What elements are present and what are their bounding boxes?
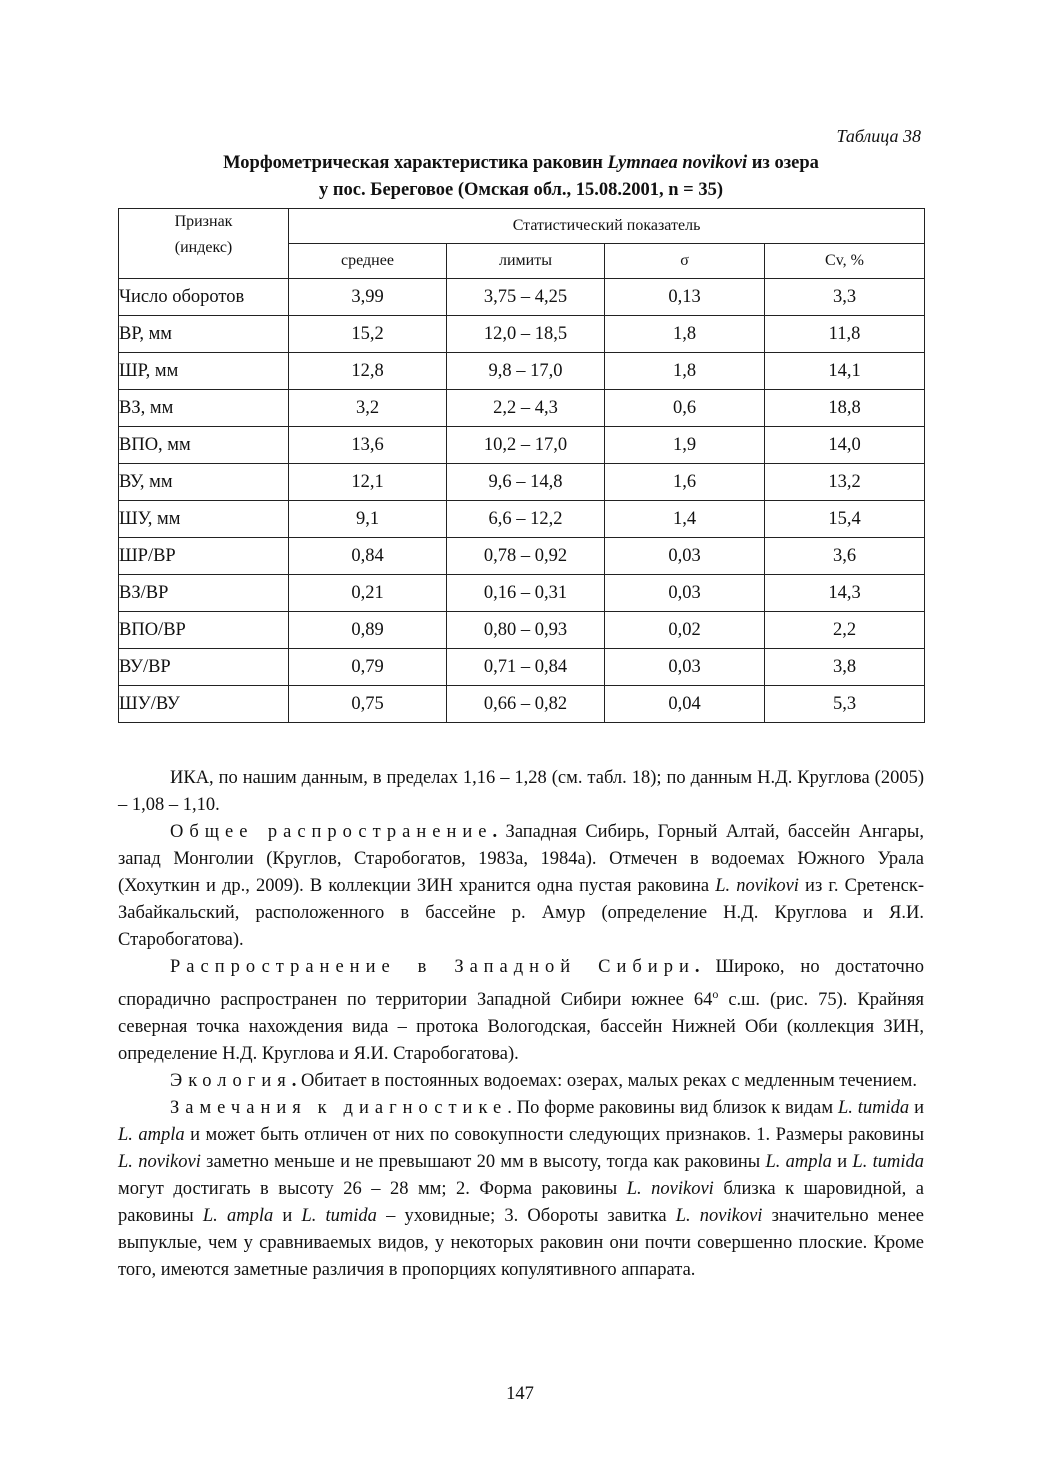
row-cv: 14,0	[765, 427, 925, 464]
row-sigma: 1,8	[605, 316, 765, 353]
row-limits: 9,8 – 17,0	[447, 353, 605, 390]
table-row	[119, 316, 925, 353]
table-row	[119, 353, 925, 390]
row-sigma: 0,13	[605, 279, 765, 316]
diag-species-5: L. tumida	[852, 1152, 924, 1173]
distribution-species: L. novikovi	[715, 876, 799, 896]
table-caption-label: Таблица 38	[836, 126, 921, 146]
table-row	[119, 649, 925, 686]
row-mean: 0,89	[289, 612, 447, 649]
row-name: ВУ/ВР	[119, 649, 289, 686]
row-cv: 3,8	[765, 649, 925, 686]
row-name: ВЗ/ВР	[119, 575, 289, 612]
table-row	[119, 686, 925, 723]
row-name: ШР/ВР	[119, 538, 289, 575]
row-sigma: 0,03	[605, 575, 765, 612]
row-name: ШУ, мм	[119, 501, 289, 538]
row-limits: 0,71 – 0,84	[447, 649, 605, 686]
row-limits: 0,16 – 0,31	[447, 575, 605, 612]
diag-text-a: . По форме раковины вид близок к видам	[507, 1098, 838, 1119]
row-name: ВУ, мм	[119, 464, 289, 501]
table-row	[119, 390, 925, 427]
row-name: ВПО, мм	[119, 427, 289, 464]
row-cv: 2,2	[765, 612, 925, 649]
row-mean: 3,99	[289, 279, 447, 316]
diag-species-4: L. ampla	[765, 1152, 832, 1173]
row-limits: 6,6 – 12,2	[447, 501, 605, 538]
header-sign	[119, 209, 289, 279]
paragraph-diagnostics	[118, 1095, 924, 1284]
row-mean: 12,8	[289, 353, 447, 390]
row-limits: 12,0 – 18,5	[447, 316, 605, 353]
row-name: Число оборотов	[119, 279, 289, 316]
table-title-line2: у пос. Береговое (Омская обл., 15.08.2001, n = 35)	[318, 180, 724, 200]
header-limits: лимиты	[447, 244, 605, 279]
row-limits: 0,66 – 0,82	[447, 686, 605, 723]
header-sign-line1: Признак	[174, 213, 233, 230]
table-row	[119, 501, 925, 538]
header-stat: Статистический показатель	[289, 209, 925, 244]
table-title-species: Lymnaea novikovi	[607, 153, 748, 173]
diag-text-g: близка к шаровидной, а раковины	[118, 1179, 925, 1227]
row-mean: 0,75	[289, 686, 447, 723]
distribution-heading: Общее распространение	[170, 822, 493, 842]
row-limits: 0,78 – 0,92	[447, 538, 605, 575]
row-cv: 3,3	[765, 279, 925, 316]
paragraph-ika	[118, 765, 924, 819]
row-sigma: 0,03	[605, 649, 765, 686]
table-row	[119, 279, 925, 316]
row-limits: 3,75 – 4,25	[447, 279, 605, 316]
row-mean: 0,84	[289, 538, 447, 575]
degree-mark: о	[712, 987, 719, 1001]
table-body	[119, 279, 925, 723]
row-mean: 0,79	[289, 649, 447, 686]
paragraph-distribution: Общее распространение. Западная Сибирь, Горный Алтай, бассейн Ангары, запад Монголии (Круглов, Старобогатов, 1983а, 1984а). Отмечен в водоемах Южного Урала (Хохуткин и др., 2009). В коллекции ЗИН хранится одна пустая раковина L. novikovi из г. Сретенск-Забайкальский, расположенного в бассейне р. Амур (определение Н.Д. Круглова и Я.И. Старобогатова).	[118, 822, 924, 950]
row-sigma: 0,6	[605, 390, 765, 427]
table-title-part1: Морфометрическая характеристика раковин	[223, 153, 608, 173]
header-sign-line2: (индекс)	[174, 239, 233, 256]
row-sigma: 1,6	[605, 464, 765, 501]
row-name: ШР, мм	[119, 353, 289, 390]
table-row	[119, 538, 925, 575]
distribution-text-b: из г. Сретенск-Забайкальский, расположенного в бассейне р. Амур (определение Н.Д. Круглова и Я.И. Старобогатова).	[118, 876, 924, 950]
paragraph-ika-text: ИКА, по нашим данным, в пределах 1,16 – 1,28 (см. табл. 18); по данным Н.Д. Круглова (2005) – 1,08 – 1,10.	[118, 768, 924, 815]
distribution-text-a: Западная Сибирь, Горный Алтай, бассейн Ангары, запад Монголии (Круглов, Старобогатов, 1983а, 1984а). Отмечен в водоемах Южного Урала (Хохуткин и др., 2009). В коллекции ЗИН хранится одна пустая раковина	[118, 822, 924, 896]
row-cv: 15,4	[765, 501, 925, 538]
diag-species-3: L. novikovi	[118, 1152, 201, 1173]
diag-text-j: значительно менее выпуклые, чем у сравниваемых видов, у некоторых раковин они почти совершенно плоские. Кроме того, имеются заметные различия в пропорциях копулятивного аппарата.	[118, 1206, 924, 1281]
row-mean: 9,1	[289, 501, 447, 538]
diag-species-8: L. tumida	[301, 1206, 377, 1227]
diag-text-e: и	[831, 1152, 853, 1173]
header-sigma: σ	[605, 244, 765, 279]
diag-species-7: L. ampla	[202, 1206, 274, 1227]
row-limits: 10,2 – 17,0	[447, 427, 605, 464]
row-limits: 2,2 – 4,3	[447, 390, 605, 427]
row-mean: 0,21	[289, 575, 447, 612]
page-number: 147	[506, 1384, 534, 1404]
row-sigma: 1,8	[605, 353, 765, 390]
row-name: ВПО/ВР	[119, 612, 289, 649]
row-name: ВЗ, мм	[119, 390, 289, 427]
table-row	[119, 575, 925, 612]
row-sigma: 0,02	[605, 612, 765, 649]
diag-text-b: и	[909, 1098, 924, 1119]
west-siberia-text-a: Широко, но достаточно спорадично распространен по территории Западной Сибири южнее 64	[118, 957, 924, 1011]
row-mean: 3,2	[289, 390, 447, 427]
row-mean: 13,6	[289, 427, 447, 464]
diag-text-d: заметно меньше и не превышают 20 мм в высоту, тогда как раковины	[200, 1152, 766, 1173]
row-cv: 13,2	[765, 464, 925, 501]
row-cv: 5,3	[765, 686, 925, 723]
diag-text-f: могут достигать в высоту 26 – 28 мм; 2. Форма раковины	[118, 1179, 627, 1200]
west-siberia-text-b: с.ш. (рис. 75). Крайняя северная точка нахождения вида – протока Вологодская, бассейн Нижней Оби (коллекция ЗИН, определение Н.Д. Круглова и Я.И. Старобогатова).	[118, 990, 924, 1065]
diag-text-c: и может быть отличен от них по совокупности следующих признаков. 1. Размеры раковины	[184, 1125, 924, 1146]
ecology-text: Обитает в постоянных водоемах: озерах, малых реках с медленным течением.	[296, 1071, 917, 1092]
table-row	[119, 464, 925, 501]
diag-species-6: L. novikovi	[626, 1179, 714, 1200]
table-title-part2: из озера	[747, 153, 819, 173]
row-name: ВР, мм	[119, 316, 289, 353]
row-name: ШУ/ВУ	[119, 686, 289, 723]
west-siberia-heading: Распространение в Западной Сибири	[170, 957, 695, 977]
morphometry-table	[118, 208, 925, 723]
diag-species-1: L. tumida	[837, 1098, 910, 1119]
header-mean: среднее	[289, 244, 447, 279]
row-limits: 9,6 – 14,8	[447, 464, 605, 501]
table-row	[119, 612, 925, 649]
row-cv: 18,8	[765, 390, 925, 427]
row-cv: 11,8	[765, 316, 925, 353]
table-row	[119, 427, 925, 464]
diag-text-i: – уховидные; 3. Обороты завитка	[376, 1206, 676, 1227]
diag-text-h: и	[273, 1206, 302, 1227]
row-sigma: 0,03	[605, 538, 765, 575]
paragraph-west-siberia: Распространение в Западной Сибири. Широко, но достаточно спорадично распространен по территории Западной Сибири южнее $64^о$ с.ш. (рис. 75). Крайняя северная точка нахождения вида – протока Вологодская, бассейн Нижней Оби (коллекция ЗИН, определение Н.Д. Круглова и Я.И. Старобогатова).	[118, 957, 924, 1065]
paragraph-ecology: Экология. Обитает в постоянных водоемах: озерах, малых реках с медленным течением.	[170, 1071, 917, 1092]
ecology-heading: Экология	[170, 1071, 292, 1092]
row-cv: 3,6	[765, 538, 925, 575]
row-mean: 12,1	[289, 464, 447, 501]
diag-species-9: L. novikovi	[675, 1206, 763, 1227]
table-title	[118, 150, 924, 204]
row-sigma: 1,9	[605, 427, 765, 464]
body-text	[118, 765, 924, 1284]
row-cv: 14,1	[765, 353, 925, 390]
diagnostics-heading: Замечания к диагностике	[170, 1098, 508, 1119]
diag-species-2: L. ampla	[118, 1125, 185, 1146]
row-mean: 15,2	[289, 316, 447, 353]
row-sigma: 1,4	[605, 501, 765, 538]
row-limits: 0,80 – 0,93	[447, 612, 605, 649]
row-sigma: 0,04	[605, 686, 765, 723]
row-cv: 14,3	[765, 575, 925, 612]
header-cv: Cv, %	[765, 244, 925, 279]
